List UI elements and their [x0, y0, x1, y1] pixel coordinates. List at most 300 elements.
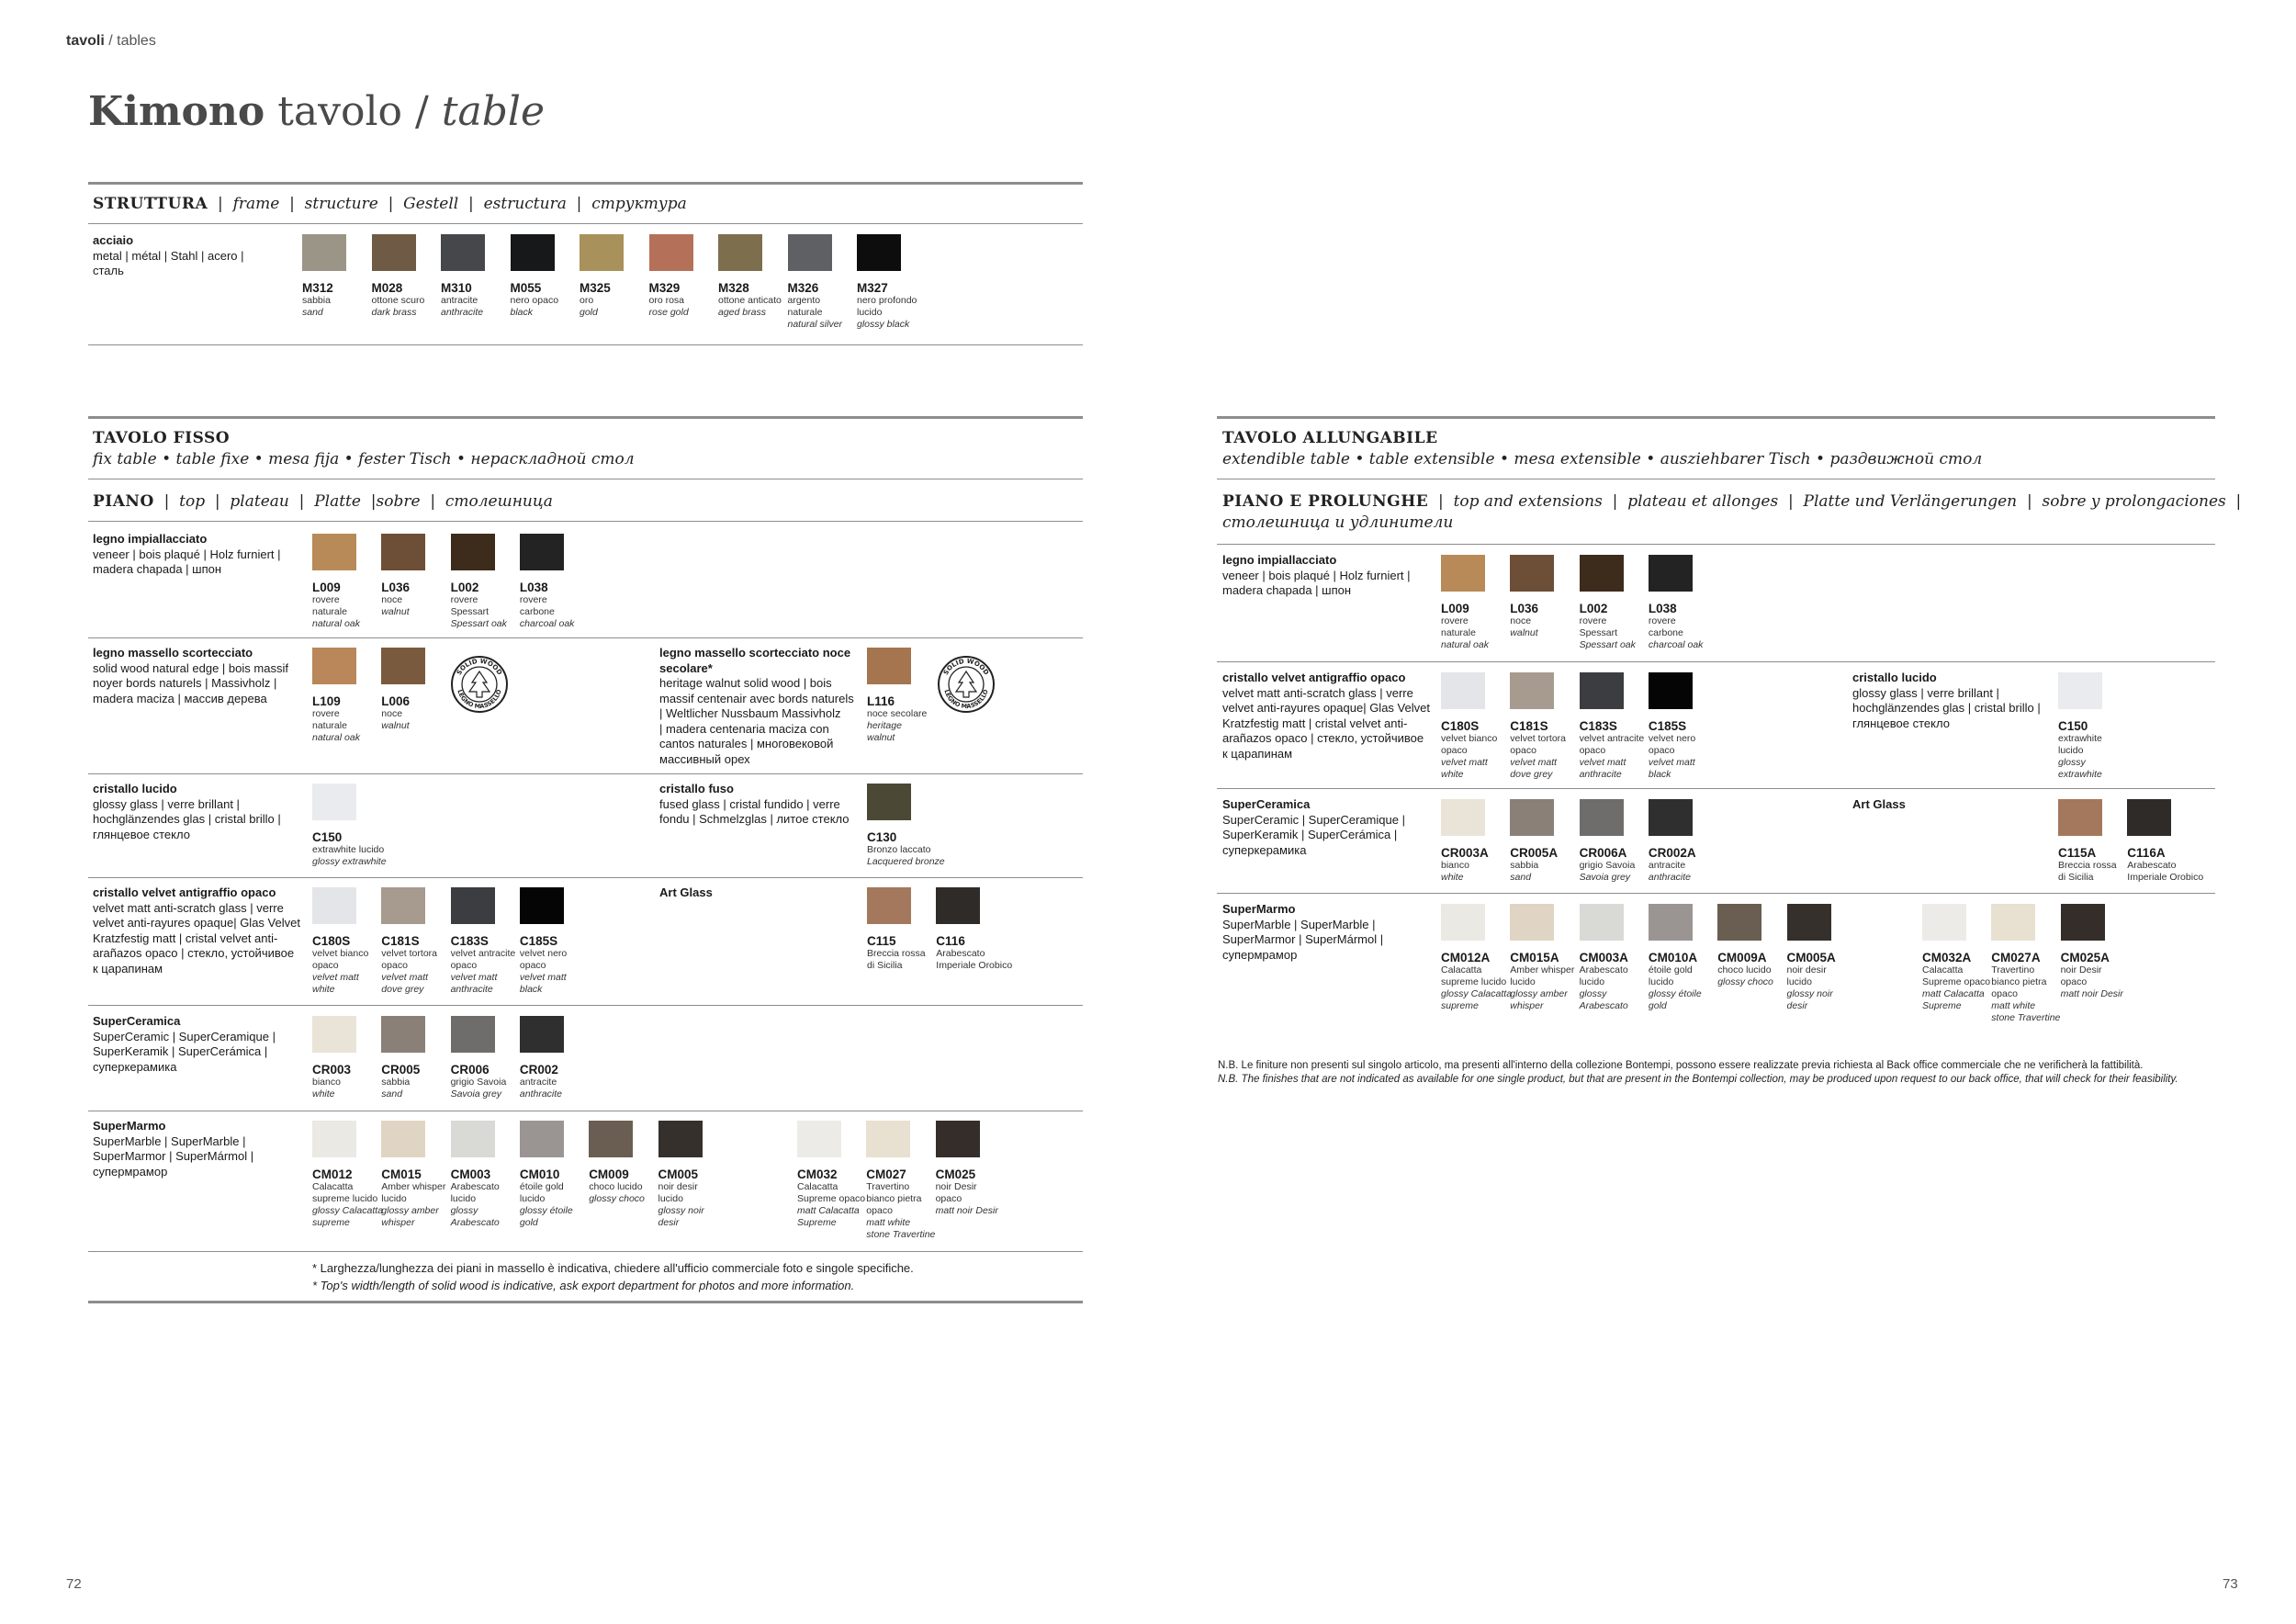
swatch-name-en: velvet matt anthracite: [450, 972, 498, 995]
swatch-code: CR002: [519, 1063, 558, 1077]
swatch-code: M310: [441, 281, 472, 295]
row-desc: SuperCeramic | SuperCeramique | SuperKeramik | SuperCerámica | суперкерамика: [93, 1029, 276, 1074]
fisso-piano-header: [93, 492, 553, 511]
swatch-chip: [312, 648, 356, 684]
swatch-name-it: noir desir lucido: [658, 1181, 698, 1204]
row-label: [1222, 902, 1443, 963]
swatch-code: CM027A: [1991, 951, 2041, 964]
swatch-name-it: extrawhite lucido: [2058, 733, 2102, 756]
swatch-name-en: Spessart oak: [1579, 639, 1636, 650]
swatch-name-en: Savoia grey: [450, 1088, 502, 1100]
finish-swatch: [1649, 555, 1761, 651]
swatch-name-it: rovere carbone: [519, 594, 555, 617]
row-name: cristallo velvet antigraffio opaco: [1222, 671, 1406, 684]
swatch-chip: [658, 1121, 703, 1157]
swatch-name-en: velvet matt black: [519, 972, 567, 995]
swatch-name-it: Calacatta Supreme opaco: [1922, 964, 1991, 987]
swatch-chip: [867, 784, 911, 820]
header-segment: структура: [591, 195, 687, 213]
swatch-code: M325: [580, 281, 611, 295]
swatch-name-it: choco lucido: [589, 1181, 643, 1192]
row-label: [93, 885, 313, 976]
header-segment: frame: [232, 195, 280, 213]
swatch-code: C183S: [1579, 719, 1617, 733]
swatch-code: CR005: [381, 1063, 421, 1077]
header-segment: |: [377, 195, 404, 213]
swatch-name-en: glossy extrawhite: [2058, 757, 2102, 780]
row-desc: SuperMarble | SuperMarble | SuperMarmor | SuperMármol | супермрамор: [1222, 917, 1384, 962]
swatch-chip: [867, 887, 911, 924]
row-label: [1852, 671, 2064, 731]
swatch-name-en: glossy étoile gold: [1648, 988, 1702, 1011]
breadcrumb: [66, 33, 156, 50]
swatch-name-en: matt noir Desir: [935, 1205, 998, 1216]
row-desc: veneer | bois plaqué | Holz furniert | madera chapada | шпон: [93, 547, 281, 576]
row-name: Art Glass: [659, 885, 713, 899]
swatch-name-en: matt white stone Travertine: [1991, 1000, 2061, 1023]
swatch-code: C180S: [312, 934, 351, 948]
swatch-name-en: glossy amber whisper: [381, 1205, 439, 1228]
swatch-chip: [867, 648, 911, 684]
swatch-name-en: Savoia grey: [1579, 872, 1631, 883]
swatch-name-it: Arabescato Imperiale Orobico: [936, 948, 1013, 971]
divider: [1217, 661, 2215, 662]
swatch-name-it: oro: [580, 295, 594, 306]
fisso-title-text: TAVOLO FISSO: [93, 429, 231, 447]
swatch-code: C180S: [1441, 719, 1480, 733]
header-segment: |: [458, 195, 484, 213]
page-title: [88, 88, 545, 135]
header-segment: |: [279, 195, 305, 213]
swatch-name-it: étoile gold lucido: [1648, 964, 1693, 987]
fisso-title: [93, 429, 230, 447]
swatch-name-it: argento naturale: [787, 295, 823, 318]
header-segment: top: [179, 492, 206, 511]
swatch-name-en: anthracite: [1648, 872, 1692, 883]
swatch-name-it: Travertino bianco pietra opaco: [866, 1181, 922, 1216]
nb-italian: N.B. Le finiture non presenti sul singolo articolo, ma presenti all'interno della collezione Bontempi, possono essere realizzate previa richiesta al Back office commerciale che ne verificherà la fattibilità.: [1218, 1060, 2144, 1071]
swatch-code: L038: [519, 581, 548, 594]
swatch-name-it: extrawhite lucido: [312, 844, 385, 855]
swatch-chip: [2058, 672, 2102, 709]
header-segment: plateau et allonges: [1627, 492, 1779, 511]
swatch-name-en: aged brass: [718, 307, 766, 318]
swatch-name-en: walnut: [381, 606, 410, 617]
row-label: [659, 782, 861, 828]
swatch-name-it: Arabescato lucido: [450, 1181, 500, 1204]
swatch-code: L038: [1648, 602, 1677, 615]
swatch-name-en: velvet matt white: [312, 972, 359, 995]
swatch-chip: [1922, 904, 1966, 941]
swatch-chip: [580, 234, 624, 271]
swatch-name-it: velvet bianco opaco: [1441, 733, 1498, 756]
header-segment: PIANO E PROLUNGHE: [1222, 492, 1429, 511]
swatch-code: L002: [450, 581, 479, 594]
footnote-english: * Top's width/length of solid wood is indicative, ask export department for photos and more information.: [312, 1279, 855, 1292]
breadcrumb-rest: / tables: [104, 33, 156, 49]
swatch-code: M329: [648, 281, 681, 295]
swatch-chip: [381, 648, 425, 684]
row-name: cristallo fuso: [659, 782, 734, 795]
swatch-code: L116: [867, 694, 895, 708]
row-name: SuperCeramica: [93, 1014, 181, 1028]
swatch-name-it: Arabescato lucido: [1579, 964, 1628, 987]
swatch-code: C185S: [519, 934, 558, 948]
swatch-code: C181S: [381, 934, 420, 948]
swatch-code: CM003A: [1579, 951, 1628, 964]
swatch-name-en: glossy Arabescato: [450, 1205, 500, 1228]
row-label: [93, 532, 313, 578]
swatch-chip: [2061, 904, 2105, 941]
header-segment: structure: [304, 195, 378, 213]
header-segment: Platte und Verlängerungen: [1803, 492, 2018, 511]
swatch-code: CM025: [935, 1167, 976, 1181]
swatch-name-en: Spessart oak: [450, 618, 507, 629]
swatch-name-en: glossy noir desir: [1786, 988, 1833, 1011]
swatch-name-it: Calacatta supreme lucido: [1441, 964, 1507, 987]
divider: [88, 637, 1083, 638]
finish-swatch: [857, 234, 969, 331]
swatch-name-en: glossy amber whisper: [1510, 988, 1568, 1011]
swatch-chip: [649, 234, 693, 271]
divider: [88, 1005, 1083, 1006]
swatch-chip: [1510, 799, 1554, 836]
swatch-chip: [381, 1016, 425, 1053]
finish-swatch: [1787, 904, 1899, 1012]
swatch-chip: [520, 534, 564, 570]
header-segment: |: [288, 492, 315, 511]
swatch-code: CM005: [658, 1167, 699, 1181]
swatch-code: C150: [312, 830, 343, 844]
header-segment: top and extensions: [1453, 492, 1603, 511]
header-segment: PIANO: [93, 492, 154, 511]
swatch-name-it: oro rosa: [648, 295, 685, 306]
swatch-name-it: velvet tortora opaco: [381, 948, 437, 971]
header-segment: Gestell: [403, 195, 459, 213]
swatch-code: L009: [1441, 602, 1469, 615]
swatch-chip: [2127, 799, 2171, 836]
swatch-name-en: natural oak: [312, 732, 360, 743]
swatch-code: CR003: [312, 1063, 352, 1077]
page-number-right: 73: [2223, 1576, 2238, 1592]
header-segment: |: [360, 492, 377, 511]
row-name: SuperCeramica: [1222, 797, 1311, 811]
solid-wood-stamp-icon: [450, 655, 509, 714]
swatch-code: C181S: [1510, 719, 1548, 733]
swatch-name-it: Breccia rossa di Sicilia: [867, 948, 926, 971]
swatch-chip: [1991, 904, 2035, 941]
swatch-chip: [312, 1016, 356, 1053]
row-label: [93, 1119, 313, 1179]
finish-swatch: [936, 1121, 1048, 1217]
header-segment: |: [153, 492, 180, 511]
header-segment: |: [566, 195, 592, 213]
allungabile-title-text: TAVOLO ALLUNGABILE: [1222, 429, 1438, 447]
swatch-chip: [2058, 799, 2102, 836]
swatch-name-it: antracite: [1648, 860, 1686, 871]
swatch-name-it: rovere naturale: [312, 708, 347, 731]
swatch-chip: [1580, 799, 1624, 836]
swatch-name-it: grigio Savoia: [450, 1077, 507, 1088]
row-desc: metal | métal | Stahl | acero | сталь: [93, 248, 244, 277]
swatch-name-it: choco lucido: [1717, 964, 1772, 976]
swatch-name-it: rovere Spessart: [450, 594, 490, 617]
swatch-code: M055: [510, 281, 542, 295]
swatch-code: CM003: [450, 1167, 491, 1181]
row-name: cristallo lucido: [93, 782, 177, 795]
row-name: legno massello scortecciato: [93, 646, 253, 660]
struttura-header: [93, 195, 687, 213]
struttura-row-label: [93, 233, 304, 279]
title-product: Kimono: [88, 88, 265, 135]
swatch-code: CM012A: [1441, 951, 1491, 964]
swatch-name-en: matt noir Desir: [2060, 988, 2123, 999]
header-segment: |: [1778, 492, 1804, 511]
swatch-code: CM015: [381, 1167, 422, 1181]
swatch-name-en: natural oak: [1441, 639, 1489, 650]
swatch-chip: [1441, 555, 1485, 592]
swatch-code: C116A: [2127, 846, 2166, 860]
header-segment: |: [1428, 492, 1454, 511]
swatch-code: L002: [1579, 602, 1608, 615]
swatch-name-it: nero profondo lucido: [857, 295, 917, 318]
swatch-chip: [797, 1121, 841, 1157]
swatch-name-it: ottone anticato: [718, 295, 782, 306]
swatch-code: CM009A: [1717, 951, 1767, 964]
swatch-chip: [302, 234, 346, 271]
swatch-code: CM015A: [1510, 951, 1559, 964]
row-label: [659, 646, 861, 767]
divider: [88, 344, 1083, 345]
swatch-code: CM009: [589, 1167, 629, 1181]
swatch-name-en: sand: [381, 1088, 403, 1100]
swatch-name-en: glossy Calacatta supreme: [1441, 988, 1513, 1011]
finish-swatch: [658, 1121, 771, 1229]
finish-swatch: [520, 534, 632, 630]
header-segment: |: [208, 195, 233, 213]
swatch-name-en: glossy choco: [589, 1193, 645, 1204]
swatch-name-en: walnut: [381, 720, 410, 731]
row-label: [1222, 553, 1443, 599]
swatch-code: CM012: [312, 1167, 353, 1181]
header-segment: столешница: [445, 492, 553, 511]
divider: [88, 773, 1083, 774]
title-italic: table: [441, 88, 546, 135]
breadcrumb-category: tavoli: [66, 33, 105, 49]
swatch-code: CM032A: [1922, 951, 1972, 964]
swatch-code: CM027: [866, 1167, 906, 1181]
allungabile-piano-header: [1222, 492, 2241, 511]
row-name: cristallo lucido: [1852, 671, 1937, 684]
swatch-name-it: Arabescato Imperiale Orobico: [2127, 860, 2204, 883]
finish-swatch: [867, 784, 979, 868]
swatch-chip: [1649, 904, 1693, 941]
swatch-name-en: black: [510, 307, 534, 318]
swatch-name-it: Amber whisper lucido: [381, 1181, 446, 1204]
swatch-name-en: matt Calacatta Supreme: [1922, 988, 1985, 1011]
swatch-name-en: white: [1441, 872, 1464, 883]
swatch-chip: [1441, 672, 1485, 709]
swatch-chip: [312, 784, 356, 820]
swatch-chip: [866, 1121, 910, 1157]
swatch-name-it: sabbia: [302, 295, 331, 306]
swatch-name-it: Bronzo laccato: [867, 844, 931, 855]
swatch-name-en: charcoal oak: [1648, 639, 1704, 650]
row-name: legno massello scortecciato noce secolare*: [659, 646, 851, 675]
divider: [88, 223, 1083, 224]
swatch-name-en: velvet matt dove grey: [1510, 757, 1558, 780]
swatch-name-en: heritage walnut: [867, 720, 902, 743]
row-desc: SuperMarble | SuperMarble | SuperMarmor | SuperMármol | супермрамор: [93, 1133, 254, 1179]
swatch-chip: [1580, 555, 1624, 592]
swatch-name-en: velvet matt anthracite: [1579, 757, 1626, 780]
divider: [88, 877, 1083, 878]
swatch-name-en: natural silver: [787, 319, 843, 330]
swatch-chip: [857, 234, 901, 271]
swatch-chip: [312, 1121, 356, 1157]
solid-wood-stamp-icon: [937, 655, 996, 714]
swatch-name-it: étoile gold lucido: [519, 1181, 564, 1204]
swatch-name-it: velvet antracite opaco: [450, 948, 516, 971]
swatch-chip: [520, 1121, 564, 1157]
swatch-code: C185S: [1648, 719, 1687, 733]
swatch-code: M327: [857, 281, 888, 295]
swatch-name-it: rovere naturale: [1441, 615, 1476, 638]
swatch-name-en: velvet matt dove grey: [381, 972, 429, 995]
divider: [88, 1301, 1083, 1303]
swatch-name-it: velvet bianco opaco: [312, 948, 369, 971]
finish-swatch: [2061, 904, 2173, 1000]
swatch-chip: [1580, 672, 1624, 709]
row-desc: velvet matt anti-scratch glass | verre velvet anti-rayures opaque| Glas Velvet Kratzfestig matt | cristal velvet anti- arañazos opaco | стекло, устойчивое к царапинам: [1222, 685, 1430, 761]
nb-english: N.B. The finishes that are not indicated as available for one single product, but that are present in the Bontempi collection, may be produced upon request to our back office, that will check for their feasibility.: [1218, 1074, 2178, 1085]
svg-text:LEGNO MASSELLO: LEGNO MASSELLO: [456, 688, 503, 711]
swatch-name-en: walnut: [1510, 627, 1538, 638]
swatch-chip: [520, 887, 564, 924]
swatch-name-it: antracite: [519, 1077, 557, 1088]
swatch-chip: [1787, 904, 1831, 941]
swatch-code: C150: [2058, 719, 2088, 733]
swatch-name-en: sand: [302, 307, 323, 318]
swatch-code: CR005A: [1510, 846, 1559, 860]
swatch-name-it: grigio Savoia: [1579, 860, 1636, 871]
header-segment: sobre y prolongaciones: [2042, 492, 2226, 511]
swatch-name-it: antracite: [441, 295, 478, 306]
swatch-name-en: matt white stone Travertine: [866, 1217, 936, 1240]
svg-text:SOLID WOOD: SOLID WOOD: [941, 657, 991, 677]
row-label: [93, 1014, 313, 1075]
allungabile-piano-header-line2: столешница и удлинители: [1222, 513, 1454, 532]
row-name: Art Glass: [1852, 797, 1906, 811]
swatch-name-en: charcoal oak: [519, 618, 575, 629]
swatch-name-it: Breccia rossa di Sicilia: [2058, 860, 2117, 883]
divider: [88, 521, 1083, 522]
swatch-chip: [1441, 799, 1485, 836]
svg-text:LEGNO MASSELLO: LEGNO MASSELLO: [942, 688, 990, 711]
swatch-code: CR006: [450, 1063, 490, 1077]
row-desc: heritage walnut solid wood | bois massif centenair avec bords naturels | Weltlicher Nussbaum Massivholz | madera centenaria maciza con cantos naturales | многовековой массивный орех: [659, 676, 854, 766]
swatch-chip: [1649, 799, 1693, 836]
swatch-name-en: glossy black: [857, 319, 910, 330]
swatch-name-it: velvet nero opaco: [519, 948, 568, 971]
swatch-name-it: ottone scuro: [371, 295, 425, 306]
swatch-chip: [381, 534, 425, 570]
swatch-name-it: Calacatta Supreme opaco: [797, 1181, 866, 1204]
swatch-name-it: Amber whisper lucido: [1510, 964, 1575, 987]
swatch-name-en: velvet matt black: [1648, 757, 1695, 780]
swatch-chip: [718, 234, 762, 271]
swatch-chip: [788, 234, 832, 271]
swatch-code: L036: [1510, 602, 1539, 615]
swatch-name-it: Travertino bianco pietra opaco: [1991, 964, 2047, 999]
swatch-name-it: bianco: [312, 1077, 341, 1088]
swatch-name-en: natural oak: [312, 618, 360, 629]
swatch-code: CM010A: [1648, 951, 1698, 964]
swatch-chip: [372, 234, 416, 271]
header-segment: Platte: [314, 492, 361, 511]
swatch-chip: [1510, 904, 1554, 941]
svg-text:SOLID WOOD: SOLID WOOD: [455, 657, 504, 677]
row-desc: velvet matt anti-scratch glass | verre velvet anti-rayures opaque| Glas Velvet Kratzfestig matt | cristal velvet anti- arañazos opaco | стекло, устойчивое к царапинам: [93, 900, 300, 976]
swatch-chip: [1510, 672, 1554, 709]
finish-swatch: [1649, 799, 1761, 884]
swatch-name-en: glossy choco: [1717, 976, 1773, 987]
row-desc: solid wood natural edge | bois massif noyer bords naturels | Massivholz | madera maciza | массив дерева: [93, 660, 288, 705]
finish-swatch: [520, 887, 632, 996]
swatch-code: L036: [381, 581, 411, 594]
swatch-code: M312: [302, 281, 333, 295]
divider: [88, 182, 1083, 185]
swatch-code: CM005A: [1786, 951, 1836, 964]
swatch-chip: [1649, 672, 1693, 709]
swatch-name-it: rovere Spessart: [1579, 615, 1618, 638]
swatch-name-it: bianco: [1441, 860, 1469, 871]
swatch-name-en: anthracite: [519, 1088, 563, 1100]
swatch-chip: [1717, 904, 1761, 941]
page-number-left: 72: [66, 1576, 82, 1592]
swatch-name-en: sand: [1510, 872, 1532, 883]
swatch-chip: [936, 887, 980, 924]
finish-swatch: [1649, 672, 1761, 781]
row-name: legno impiallacciato: [1222, 553, 1337, 567]
row-name: acciaio: [93, 233, 134, 247]
swatch-code: M326: [787, 281, 819, 295]
swatch-chip: [451, 1121, 495, 1157]
row-desc: fused glass | cristal fundido | verre fondu | Schmelzglas | литое стекло: [659, 796, 850, 826]
swatch-name-en: white: [312, 1088, 335, 1100]
swatch-code: C115: [867, 934, 896, 948]
swatch-chip: [312, 887, 356, 924]
swatch-name-en: glossy extrawhite: [312, 856, 387, 867]
swatch-name-it: rovere carbone: [1648, 615, 1683, 638]
swatch-code: CM025A: [2060, 951, 2110, 964]
swatch-chip: [520, 1016, 564, 1053]
swatch-name-it: noce: [381, 594, 403, 605]
title-word: tavolo /: [264, 88, 442, 135]
row-name: cristallo velvet antigraffio opaco: [93, 885, 276, 899]
swatch-chip: [511, 234, 555, 271]
row-label: [93, 782, 313, 842]
swatch-name-it: sabbia: [381, 1077, 411, 1088]
swatch-code: C130: [867, 830, 897, 844]
header-segment: |: [205, 492, 231, 511]
row-desc: glossy glass | verre brillant | hochglänzendes glas | cristal brillo | глянцевое стекло: [1852, 685, 2041, 730]
swatch-chip: [1441, 904, 1485, 941]
swatch-name-en: matt Calacatta Supreme: [797, 1205, 860, 1228]
swatch-name-it: noce: [381, 708, 403, 719]
swatch-chip: [312, 534, 356, 570]
swatch-name-it: velvet nero opaco: [1648, 733, 1696, 756]
